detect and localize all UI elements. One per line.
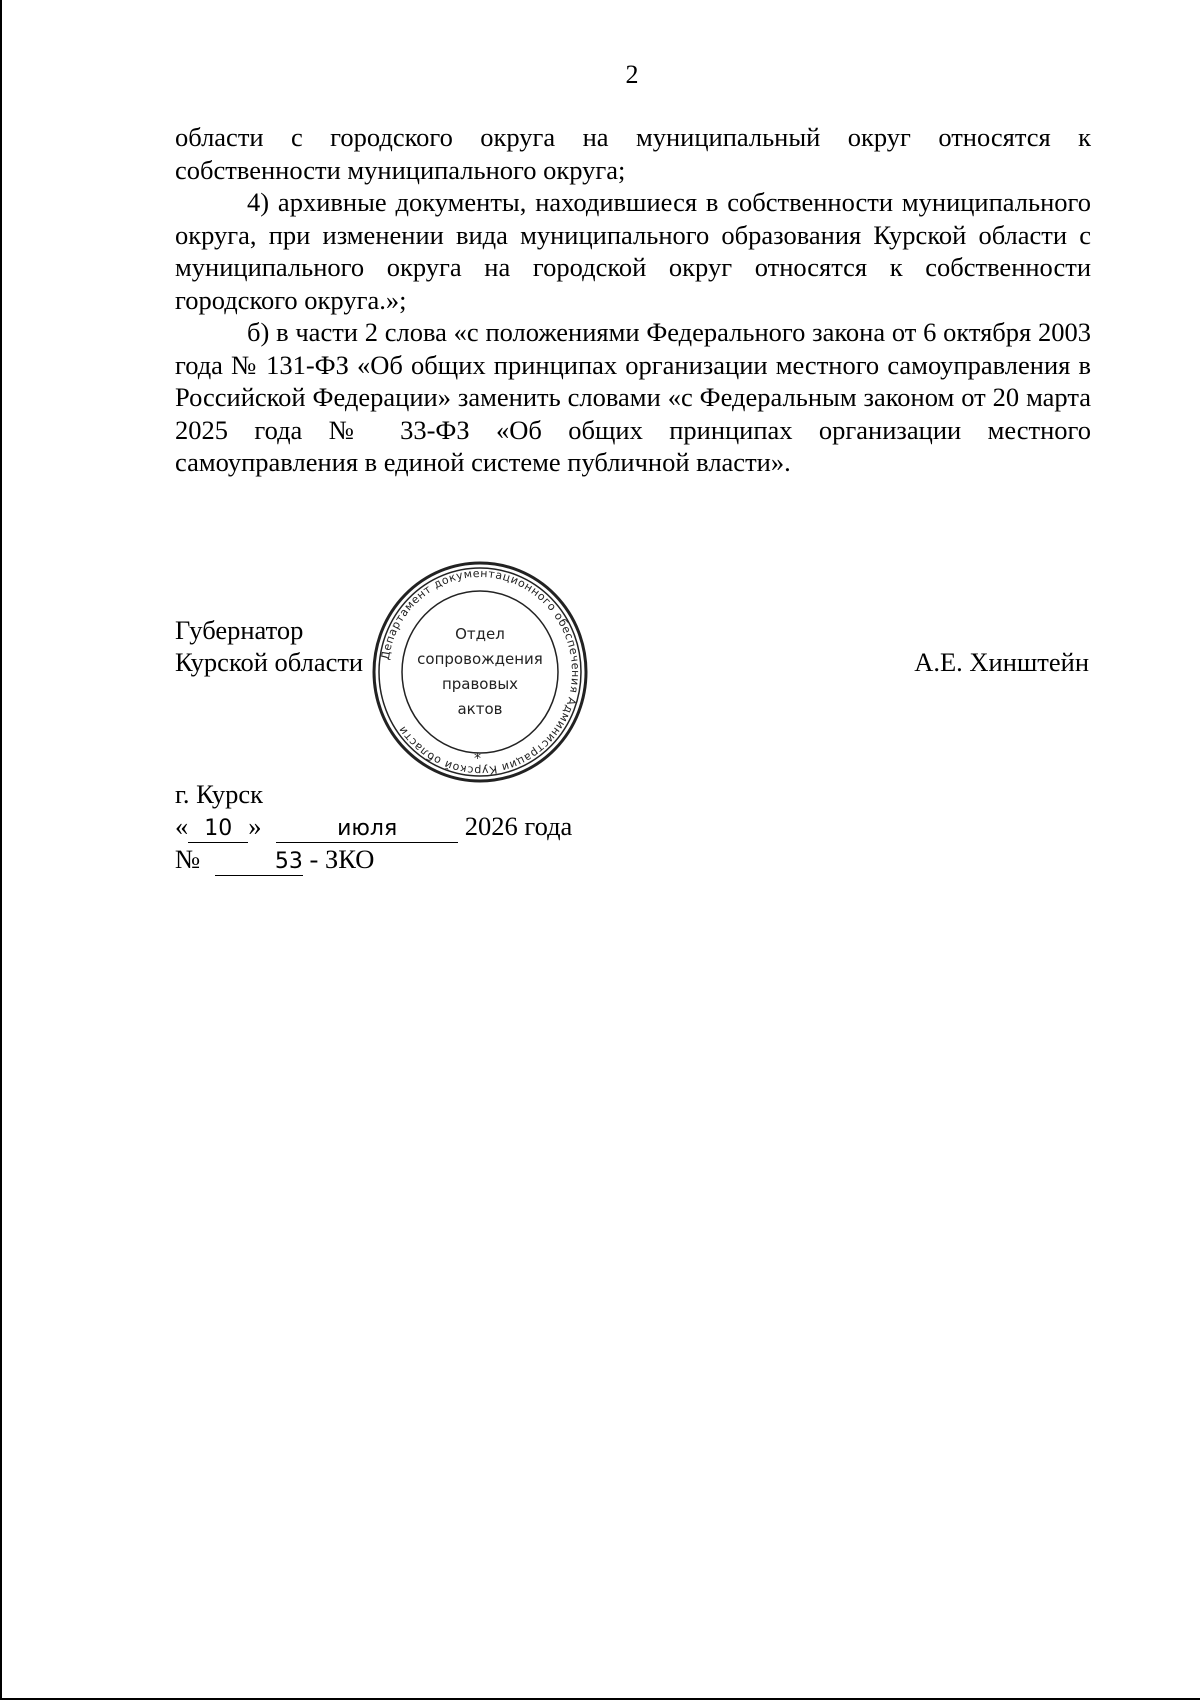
law-number-label: № (175, 844, 201, 874)
seal-center-line-2: сопровождения (417, 650, 543, 668)
seal-center-text (370, 559, 590, 785)
place-date-number (175, 778, 572, 876)
signatory-position (175, 614, 363, 678)
date-quote-close: » (248, 811, 262, 841)
date-year: 2026 года (464, 811, 573, 841)
place-line: г. Курск (175, 779, 263, 809)
seal-center-line-4: актов (457, 700, 503, 718)
law-number-value: 53 (215, 849, 303, 876)
paragraph-item-4: 4) архивные документы, находившиеся в собственности муниципального округа, при изменении вида муниципального образования Курской области с муниципального округа на городской округ относятся к собственности городского округа.»; (175, 187, 1091, 315)
paragraph-item-b: б) в части 2 слова «с положениями Федерального закона от 6 октября 2003 года № 131-ФЗ «Об общих принципах организации местного самоуправления в Российской Федерации» заменить словами «с Федеральным законом от 20 марта 2025 года № 33-ФЗ «Об общих принципах организации местного самоуправления в единой системе публичной власти». (175, 317, 1091, 477)
date-line (175, 810, 572, 843)
signatory-position-line-2: Курской области (175, 647, 364, 677)
date-quote-open: « (175, 811, 189, 841)
page-number: 2 (625, 60, 639, 89)
signatory-position-line-1: Губернатор (175, 615, 304, 645)
document-body (175, 121, 1091, 479)
law-number-line (175, 843, 572, 876)
seal-outer-text: Департамент документационного обеспечения Администрации Курской области (378, 566, 583, 778)
date-month: июля (276, 816, 458, 843)
seal-center-line-3: правовых (441, 675, 519, 693)
paragraph-continuation: области с городского округа на муниципальный округ относятся к собственности муниципального округа; (175, 122, 1091, 185)
date-day: 10 (188, 816, 248, 843)
seal-center-line-1: Отдел (455, 625, 505, 643)
seal-star: * (474, 751, 481, 767)
signatory-name: А.Е. Хинштейн (914, 647, 1089, 677)
law-number-suffix: - ЗКО (309, 844, 375, 874)
official-seal (370, 559, 590, 785)
